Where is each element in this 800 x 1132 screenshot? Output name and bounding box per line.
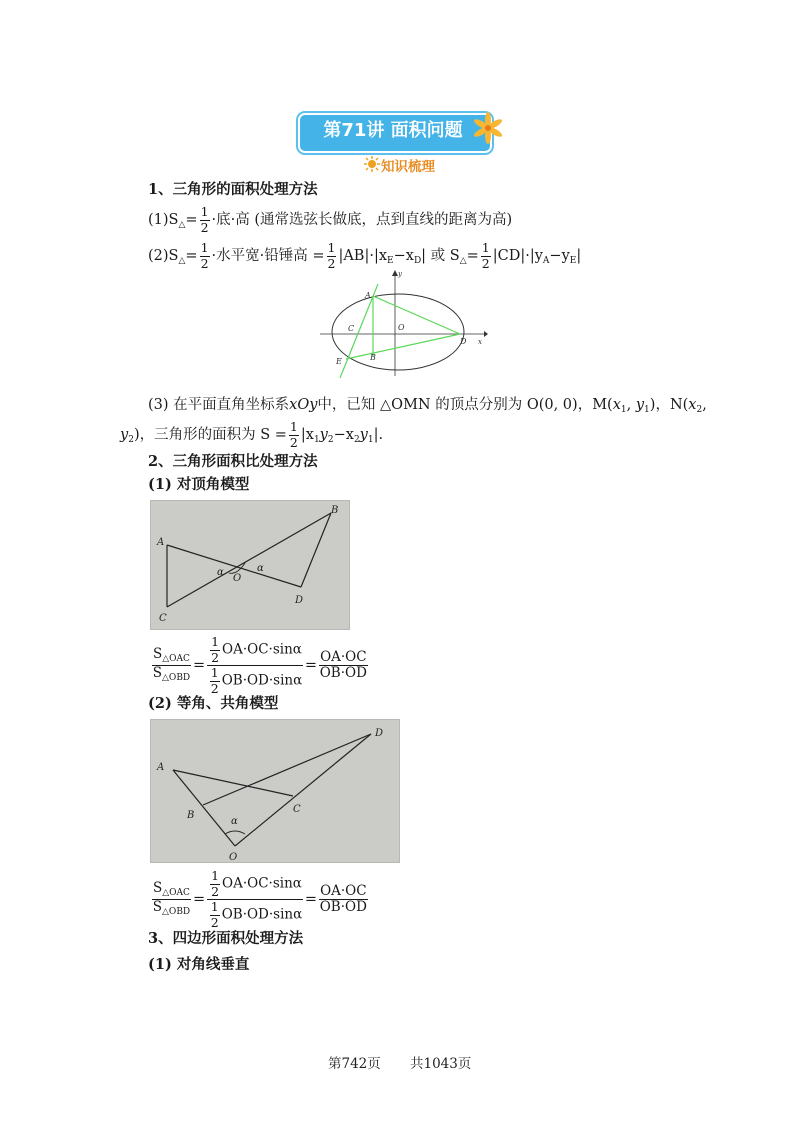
p3l2-num: 1 [289,419,298,434]
label-d: D [460,337,467,346]
p3-c: , [626,397,636,413]
fig2-label-alpha: α [231,816,238,827]
f2-abs2: |CD|·|y [492,248,543,264]
p3l2-d: −x [333,427,354,443]
r1-half-bot-den: 2 [210,680,219,696]
label-o: O [398,323,405,332]
figure-vertical-angle [150,500,350,630]
ellipse-diagram [318,268,488,380]
f2-num2: 1 [327,240,336,255]
r2-half-top [210,870,220,898]
f2-sub3: △ [459,256,467,266]
r2-s-bot: S [152,899,163,915]
model-equal-angle: (2) 等角、共角模型 [148,695,279,712]
fig1-label-a: A [157,537,165,548]
p3-xoy: xOy [289,397,318,413]
p3-x2: x [688,397,697,413]
fig1-label-alpha1: α [217,567,224,578]
formula-2 [148,242,581,271]
x-axis-arrow [484,331,488,337]
page-title: 第71讲 面积问题 [323,120,463,141]
p3-x1: x [612,397,621,413]
f2-mid: ·水平宽·铅锤高 = [211,248,325,264]
r2-res-bot: OB·OD [319,899,367,915]
heading-quadrilateral: 3、四边形面积处理方法 [148,930,304,947]
f2-den2: 2 [327,255,336,271]
p3l2-b: |x [300,427,314,443]
p3-e: , [702,397,707,413]
flower-icon [470,108,510,148]
p3-line2 [120,421,383,450]
label-c: C [348,324,355,333]
f2-prefix: (2)S [148,248,179,264]
r2-s-bot-sub: △OBD [162,907,191,917]
p3l2-frac [289,421,299,449]
fig2-label-o: O [229,852,238,862]
r1-s-top-sub: △OAC [162,654,190,664]
r1-half-top [210,636,220,664]
r2-half-top-num: 1 [211,868,220,883]
p3l2-e: y [359,427,368,443]
f2-abs1: |AB|·|x [338,248,388,264]
label-b: B [370,353,376,362]
r2-half-bot-num: 1 [210,899,219,914]
r1-res [319,648,368,681]
line-ae [340,284,378,378]
r1-s-bot-sub: △OBD [162,673,191,683]
p3-s1: 1 [620,405,627,415]
p3l2-c: y [319,427,328,443]
fig1-label-o: O [233,573,242,584]
ratio-formula-2 [150,870,370,929]
page-total: 共1043页 [410,1056,472,1072]
f1-eq: = [185,212,198,228]
fig2-line-od [235,734,371,846]
fig2-label-c: C [293,804,301,815]
f2-num1: 1 [200,240,209,255]
p3-line1 [148,395,707,420]
fig1-label-b: B [331,505,339,516]
line-ad [373,296,460,334]
r1-half-top-den: 2 [211,649,220,665]
r1-half-bot [210,667,220,695]
r1-s-top: S [153,646,163,662]
f1-rest: ·底·高 (通常选弦长做底，点到直线的距离为高) [211,212,513,228]
p3l2-s2: 1 [313,435,320,445]
line-ed [346,334,460,359]
formula-1 [148,206,512,235]
f1-den: 2 [200,219,209,235]
f2-or: | 或 S [421,248,460,264]
r2-s-top: S [153,880,163,896]
f1-num: 1 [200,204,209,219]
p3-d: )，N( [649,397,689,413]
r1-s-bot: S [152,665,163,681]
r1-eq: = [192,657,206,674]
p3-b: 中，已知 △OMN 的顶点分别为 O(0, 0)，M( [317,397,613,413]
r1-half-top-num: 1 [211,634,220,649]
label-e: E [336,357,342,366]
f2-frac3 [481,242,491,270]
heading-triangle-area: 1、三角形的面积处理方法 [148,181,318,198]
r2-half-top-den: 2 [211,883,220,899]
label-a: A [365,291,371,300]
r1-bot-expr: OB·OD·sinα [221,672,303,689]
model-vertical-angle: (1) 对顶角模型 [148,476,250,493]
p3l2-s1: 2 [128,435,134,445]
fig1-line-bd [301,513,331,587]
figure1-svg [151,501,349,629]
model-diagonal-perpendicular: (1) 对角线垂直 [148,956,250,973]
r1-half-bot-num: 1 [210,665,219,680]
f1-sub: △ [178,220,186,230]
p3l2-s5: 1 [367,435,374,445]
f2-frac1 [200,242,210,270]
p3l2-s3: 2 [327,435,334,445]
f2-subA: A [542,256,550,266]
f2-minus: −x [393,248,414,264]
fig1-line-cb [167,513,331,607]
r2-top-expr: OA·OC·sinα [222,875,302,892]
f2-subE2: E [569,256,577,266]
f2-subD: D [413,256,422,266]
p3-s2: 1 [644,405,650,415]
p3-y1: y [635,397,645,413]
r2-half-bot [210,901,220,929]
p3l2-a: )，三角形的面积为 S = [133,427,287,443]
f2-sub: △ [178,256,186,266]
r2-eq2: = [304,891,318,908]
p3l2-den: 2 [289,434,298,450]
p3-s3: 2 [696,405,703,415]
p3l2-f: |. [373,427,384,443]
section-title: 知识梳理 [381,159,435,175]
r2-s-top-sub: △OAC [162,888,190,898]
r2-half-bot-den: 2 [210,914,219,930]
f2-end: | [576,248,582,264]
r1-lhs [152,648,191,683]
fig2-label-a: A [157,762,165,773]
label-x: x [478,338,482,346]
r2-mid [207,870,303,929]
f2-subE: E [387,256,394,266]
fig2-label-d: D [375,728,384,739]
heading-area-ratio: 2、三角形面积比处理方法 [148,453,318,470]
p3-a: (3) 在平面直角坐标系 [148,397,290,413]
r1-eq2: = [304,657,318,674]
f2-den3: 2 [481,255,490,271]
r1-top-expr: OA·OC·sinα [222,641,302,658]
r1-mid [207,636,303,695]
figure-equal-angle [150,719,400,863]
r1-res-top: OA·OC [320,648,367,665]
fig2-label-b: B [187,810,195,821]
fig1-label-alpha2: α [257,563,264,574]
label-y: y [398,270,402,278]
fig1-label-d: D [295,595,304,606]
ratio-formula-1 [150,636,370,695]
r2-bot-expr: OB·OD·sinα [221,906,303,923]
f2-frac2 [327,242,337,270]
sun-icon [364,156,380,172]
r2-eq: = [192,891,206,908]
f2-num3: 1 [481,240,490,255]
fig2-angle-arc [225,831,245,834]
f2-eq3: = [466,248,479,264]
p3l2-s4: 2 [353,435,360,445]
fig1-label-c: C [159,613,167,624]
f2-minus2: −y [549,248,570,264]
f1-frac [200,206,210,234]
page-number: 第742页 [328,1056,381,1072]
f1-prefix: (1)S [148,212,179,228]
figure2-svg [151,720,399,862]
r2-res [319,882,368,915]
r2-res-top: OA·OC [320,882,367,899]
r1-res-bot: OB·OD [319,665,367,681]
f2-den1: 2 [200,255,209,271]
r2-lhs [152,882,191,917]
p3l2-y2: y [120,427,129,443]
f2-eq: = [185,248,198,264]
